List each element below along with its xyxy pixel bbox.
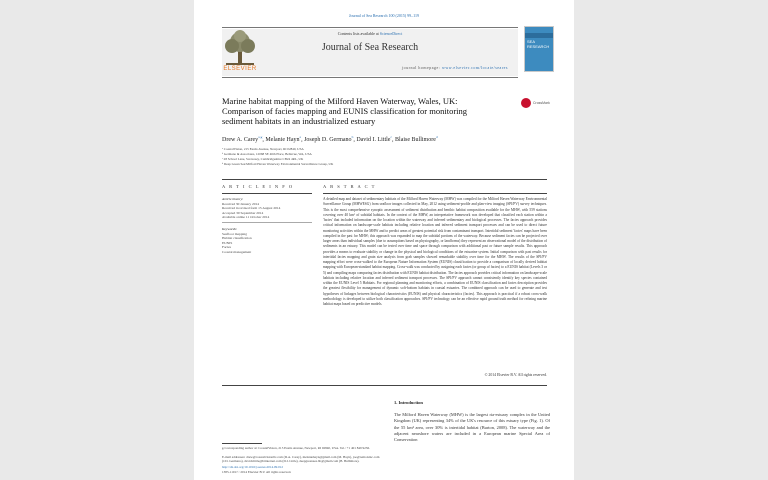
author-name[interactable]: Melanie Hayn — [265, 137, 300, 143]
introduction-heading: 1. Introduction — [394, 400, 423, 405]
author-name[interactable]: Blaise Bullimore — [395, 137, 436, 143]
author-affiliation-marker[interactable]: a,⁎ — [258, 135, 263, 139]
crossmark-label: CrossMark — [533, 101, 550, 105]
author-affiliation-marker[interactable]: b — [351, 135, 354, 139]
header-bottom-rule — [222, 77, 518, 78]
article-title: Marine habitat mapping of the Milford Haven Waterway, Wales, UK: Comparison of facies mapping and EUNIS classification for monitoring sediment habitats in an industrialized estuary — [222, 96, 468, 126]
history-label: Article history: — [222, 197, 244, 201]
author-name[interactable]: Joseph D. Germano — [304, 137, 352, 143]
author-affiliation-marker[interactable]: c — [390, 135, 393, 139]
introduction-text: The Milford Haven Waterway (MHW) is the largest ria-estuary complex in the United Kingdom (UK) representing 34% of the UK's resource of this estuary type (Fig. 1). Of the 55 km² area, over 30% is intertidal habitat (Burton, 2008). The waterway and the adjacent nearshore waters are included in a European marine Special Area of Conservation — [394, 412, 550, 443]
cover-band — [525, 33, 553, 38]
abstract-heading: A B S T R A C T — [323, 184, 376, 189]
elsevier-logo-text: ELSEVIER — [223, 66, 257, 72]
journal-cover-thumbnail[interactable] — [524, 26, 554, 72]
journal-reference[interactable]: Journal of Sea Research 100 (2015) 99–119 — [348, 13, 420, 18]
author-name[interactable]: Drew A. Carey — [222, 137, 259, 143]
article-info-rule — [222, 193, 312, 194]
corresponding-author-note: ⁎ Corresponding author at: CoastalVision, 215 Eustis Avenue, Newport, RI 02840, USA. Tel.: +1 401 849 9236. — [222, 446, 370, 450]
affiliation: ᵃ CoastalVision, 215 Eustis Avenue, Newport, RI 02840, USA — [222, 147, 304, 151]
header-top-rule — [222, 27, 518, 28]
author-affiliation-marker[interactable]: d — [435, 135, 438, 139]
homepage-link[interactable]: www.elsevier.com/locate/seares — [441, 65, 508, 70]
history-date: Available online 11 October 2014 — [222, 215, 270, 219]
homepage-prefix: journal homepage: — [402, 65, 441, 70]
affiliation: ᶜ 28 School Lane, Swavesey, Cambridgeshire CB24 4RL, UK — [222, 157, 304, 161]
section-rule-bottom — [222, 385, 547, 386]
affiliation: ᵇ Germano & Associates, 12068 SE 46th Place, Bellevue, WA, USA — [222, 152, 312, 156]
article-info-heading: A R T I C L E I N F O — [222, 184, 294, 189]
affiliation: ᵈ Deep Green Sea/Milford Haven Waterway Environmental Surveillance Group, UK — [222, 162, 334, 166]
author-affiliation-marker[interactable]: a — [299, 135, 302, 139]
contents-line — [222, 31, 518, 36]
crossmark-button[interactable] — [521, 98, 555, 110]
keyword: EUNIS — [222, 240, 233, 245]
abstract-rule — [323, 193, 547, 194]
sciencedirect-link[interactable]: ScienceDirect — [379, 31, 403, 36]
cover-title: SEA RESEARCH — [527, 39, 550, 49]
history-date: Received in revised form 15 August 2014 — [222, 206, 281, 210]
author-name[interactable]: David I. Little — [356, 137, 391, 143]
issn-line: 1385-1101/© 2014 Elsevier B.V. All rights reserved. — [222, 470, 292, 474]
crossmark-icon — [521, 98, 531, 108]
abstract-text: A detailed map and dataset of sedimentary habitats of the Milford Haven Waterway (MHW) was compiled for the Milford Haven Waterway Environmental Surveillance Group (MHWESG) from seafloor images collected in May, 2012 using sediment-profile and plan-view imaging (SPI/PV) survey techniques. This is the most comprehensive synoptic assessment of sediment distribution and benthic habitat composition available for the MHW, with 559 stations covering over 40 km² of subtidal habitats. In the context of the MHW, an interpretative framework was developed that classified each station within a 'facies' that included information on the location within the waterway and inferred sedimentary and biological processes. The facies approach provides critical information on landscape-scale habitats including relative location and inferred sediment transport processes and can be used to direct future monitoring activities within the MHW and to predict areas of greatest potential risk from contaminant transport. Intertidal sediment 'facies' maps have been compiled in the past for MHW; this approach was expanded to map the subtidal portions of the waterway. Because sediment facies can be projected over larger areas than individual samples (due to assumptions based on physiography, or landforms) they represent an observational model of the distribution of sediments in an estuary. This model can be tested over time and space through comparison with additional past or future sample results. This approach provides a means to evaluate stability or change in the physical and biological conditions of the estuarine system. Initial comparison with past results for intertidal facies mapping and grain size analysis from grab samples showed remarkable stability over time for the MHW. The results of the SPI/PV mapping effort were cross-walked to the European Nature Information System (EUNIS) classification to provide a comparison of locally derived habitat mapping with European-standard habitat mapping. Cross-walk was conducted by assigning each facies (or group of facies) to a EUNIS habitat (Levels 3 or 5) and compiling maps comparing facies distribution with EUNIS habitat distribution. The facies approach provides critical information on landscape-scale habitats including relative location and inferred sediment transport processes. The SPI/PV approach cannot consistently identify key species contained within the EUNIS Level 5 Habitats. For regional planning and monitoring efforts, a combination of EUNIS classification and facies description provides the greatest flexibility for management of dynamic soft-bottom habitats in coastal estuaries. The combined approach can be used to generate and test hypotheses of linkages between biological characteristics (EUNIS) and physical characteristics (facies). This approach is practical if a robust cross-walk methodology is developed to utilize both classification approaches. SPI/PV technology can be an effective rapid ground truth method for refining marine habitat maps based on predictive models. — [323, 197, 547, 306]
article-page — [194, 0, 574, 480]
keyword: Coastal management — [222, 249, 252, 254]
section-rule — [222, 179, 547, 180]
info-divider — [222, 222, 312, 223]
journal-title[interactable]: Journal of Sea Research — [321, 42, 419, 53]
journal-homepage-line — [222, 65, 518, 70]
keyword: Facies — [222, 245, 231, 249]
keyword: Seafloor mapping — [222, 231, 247, 236]
history-date: Received 30 January 2014 — [222, 201, 260, 206]
email-addresses[interactable]: E-mail addresses: drew@coastalvisionllc.com (D.A. Carey), melaniehayn@gmail.com (M. Hayn), joe@remotsinc.com (J.D. Germano), davidi.little@btinternet.com (D.I. Little), deepgreensea.bb@gmail.com (B. Bullimore). — [222, 455, 380, 464]
history-date: Accepted 30 September 2014 — [222, 210, 264, 215]
keyword: Habitat classification — [222, 236, 252, 240]
footnote-rule — [222, 443, 262, 444]
author-list: Drew A. Carey$^{a,⁎}$, Melanie Hayn$^a$, Joseph D. Germano$^b$, David I. Little$^c$, Blaise Bullimore$^d$ — [222, 135, 438, 143]
copyright-line: © 2014 Elsevier B.V. All rights reserved. — [484, 373, 547, 377]
keywords-label: Keywords: — [222, 227, 238, 231]
contents-prefix: Contents lists available at — [337, 31, 379, 36]
doi-link[interactable]: http://dx.doi.org/10.1016/j.seares.2014.09.012 — [222, 465, 284, 469]
